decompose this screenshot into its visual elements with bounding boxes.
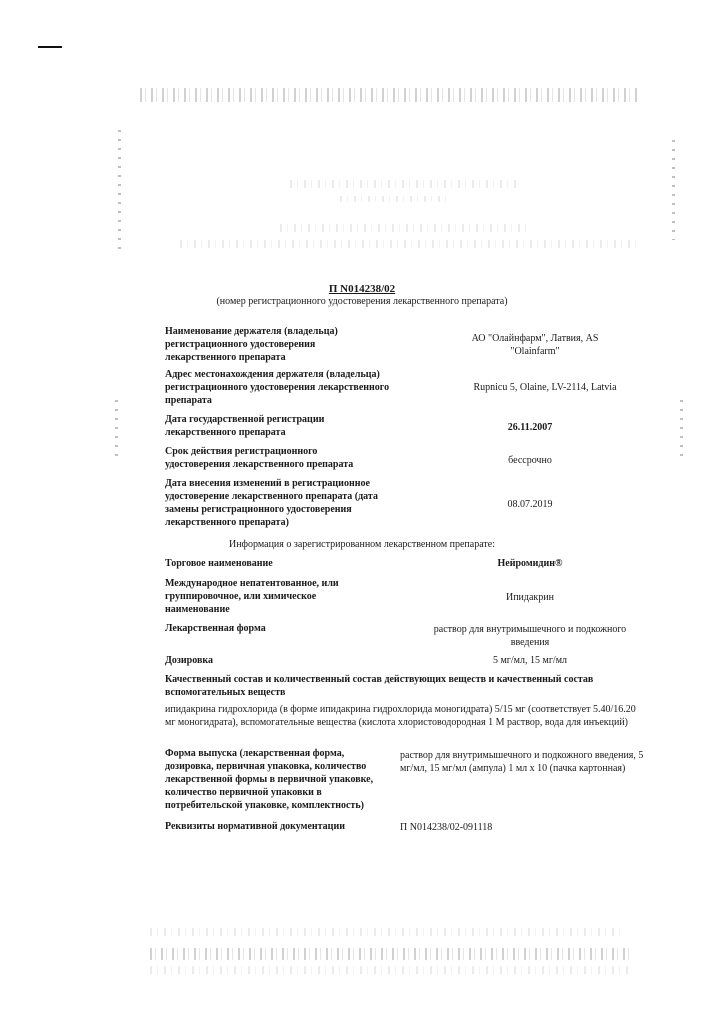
registration-date-value: 26.11.2007 xyxy=(507,422,553,433)
faded-header-text xyxy=(280,224,530,232)
inn-value: Ипидакрин xyxy=(505,592,554,603)
faded-footer-text xyxy=(150,948,630,960)
holder-address-value: Rupnicu 5, Olaine, LV-2114, Latvia xyxy=(473,382,617,393)
holder-name-value: АО "Олайнфарм", Латвия, AS "Olainfarm" xyxy=(471,333,599,357)
scan-artifact xyxy=(118,130,121,250)
dosage-value: 5 мг/мл, 15 мг/мл xyxy=(492,655,568,666)
faded-header-text xyxy=(180,240,640,248)
faded-footer-text xyxy=(150,966,630,974)
dosage-form-value: раствор для внутримышечного и подкожного введения xyxy=(433,624,627,648)
holder-name-label: Наименование держателя (владельца) регистрационного удостоверения лекарственного препарата xyxy=(165,326,338,363)
registration-number-caption: (номер регистрационного удостоверения лекарственного препарата) xyxy=(216,296,508,307)
faded-footer-text xyxy=(150,928,620,936)
change-date-label: Дата внесения изменений в регистрационное удостоверение лекарственного препарата (дата замены регистрационного удостоверения лекарственного препарата) xyxy=(165,478,378,528)
trade-name-value: Нейромидин® xyxy=(497,558,563,569)
composition-heading: Качественный состав и количественный состав действующих веществ и качественный состав вспомогательных веществ xyxy=(165,674,594,698)
margin-mark xyxy=(38,46,62,48)
scan-artifact xyxy=(680,400,683,460)
norm-doc-label: Реквизиты нормативной документации xyxy=(165,821,345,832)
info-heading: Информация о зарегистрированном лекарственном препарате: xyxy=(228,539,495,550)
faded-header-text xyxy=(140,88,640,102)
scan-artifact xyxy=(672,140,675,240)
holder-address-label: Адрес местонахождения держателя (владельца) регистрационного удостоверения лекарственного препарата xyxy=(165,369,390,406)
validity-value: бессрочно xyxy=(508,455,552,466)
scan-artifact xyxy=(115,400,118,460)
dosage-label: Дозировка xyxy=(165,655,213,666)
norm-doc-value: П N014238/02-091118 xyxy=(400,822,493,833)
release-form-label: Форма выпуска (лекарственная форма, дозировка, первичная упаковка, количество лекарственной формы в первичной упаковке, количество первичной упаковки в потребительской упаковке, комплектность) xyxy=(165,748,374,811)
faded-header-text xyxy=(340,196,450,202)
dosage-form-label: Лекарственная форма xyxy=(165,623,266,634)
faded-header-text xyxy=(290,180,520,188)
registration-number: П N014238/02 xyxy=(328,283,396,295)
composition-text: ипидакрина гидрохлорида (в форме ипидакрина гидрохлорида моногидрата) 5/15 мг (соответствует 5.40/16.20 мг моногидрата), вспомогательные вещества (кислота хлористоводородная 1 М раствор, вода для инъекций) xyxy=(165,704,636,728)
registration-date-label: Дата государственной регистрации лекарственного препарата xyxy=(165,414,325,438)
change-date-value: 08.07.2019 xyxy=(507,499,553,510)
trade-name-label: Торговое наименование xyxy=(165,558,273,569)
validity-label: Срок действия регистрационного удостоверения лекарственного препарата xyxy=(165,446,354,470)
release-form-value: раствор для внутримышечного и подкожного введения, 5 мг/мл, 15 мг/мл (ампула) 1 мл х 10 (пачка картонная) xyxy=(400,750,644,774)
inn-label: Международное непатентованное, или группировочное, или химическое наименование xyxy=(165,578,339,615)
